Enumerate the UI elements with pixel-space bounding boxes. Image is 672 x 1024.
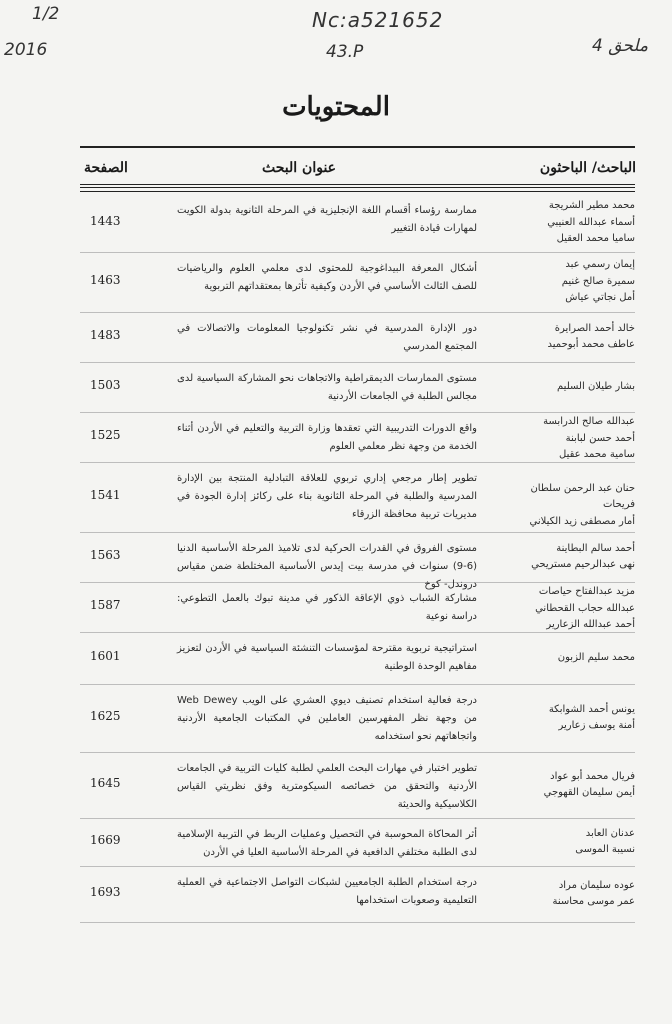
row-authors: عدنان العابد نسيبة الموسى xyxy=(575,827,635,855)
row-title: استراتيجية تربوية مقترحة لمؤسسات التنشئة السياسية في الأردن لتعزيز مفاهيم الوحدة الوطنية xyxy=(177,643,477,672)
column-header-page: الصفحة xyxy=(84,160,128,176)
row-page-number: 1503 xyxy=(90,378,121,392)
row-title: أثر المحاكاة المحوسبة في التحصيل وعمليات الربط في التربية الإسلامية لدى الطلبة مختلفي الدافعية في المرحلة الأساسية العليا في الأردن xyxy=(177,829,477,858)
row-title: تطوير اختبار في مهارات البحث العلمي لطلبة كليات التربية في الجامعات الأردنية والتحقق من خصائصه السيكومترية وفق نظريتي القياس الكلاسيكية والحديثة xyxy=(177,763,477,810)
row-page-number: 1587 xyxy=(90,598,121,612)
row-authors: عوده سليمان مراد عمر موسى محاسنة xyxy=(552,879,635,907)
column-header-authors: الباحث/ الباحثون xyxy=(539,160,636,176)
row-authors: أحمد سالم البطاينة نهى عبدالرحيم مستريحي xyxy=(531,542,635,570)
row-title: دور الإدارة المدرسية في نشر تكنولوجيا المعلومات والاتصالات في المجتمع المدرسي xyxy=(177,323,477,352)
row-title: ممارسة رؤساء أقسام اللغة الإنجليزية في المرحلة الثانوية بدولة الكويت لمهارات قيادة التغيير xyxy=(177,205,477,234)
table-row xyxy=(80,684,635,753)
handwritten-year: 2016 xyxy=(4,40,48,60)
row-authors: إيمان رسمي عبد سميرة صالح غنيم أمل نجاتي عياش xyxy=(561,259,635,304)
table-row xyxy=(80,194,635,253)
row-page-number: 1483 xyxy=(90,328,121,342)
row-page-number: 1693 xyxy=(90,885,121,899)
row-page-number: 1541 xyxy=(90,488,121,502)
row-authors: بشار طيلان السليم xyxy=(557,380,635,392)
row-title: مستوى الممارسات الديمقراطية والاتجاهات نحو المشاركة السياسية لدى مجالس الطلبة في الجامعات الأردنية xyxy=(177,373,477,402)
row-page-number: 1443 xyxy=(90,214,121,228)
table-row xyxy=(80,312,635,363)
row-page-number: 1563 xyxy=(90,548,121,562)
row-title: مشاركة الشباب ذوي الإعاقة الذكور في مدينة تبوك بالعمل التطوعي: دراسة نوعية xyxy=(177,593,477,622)
row-title: درجة استخدام الطلبة الجامعيين لشبكات التواصل الاجتماعية في العملية التعليمية وصعوبات استخدامها xyxy=(177,877,477,906)
header-rule-top xyxy=(80,146,635,148)
table-row xyxy=(80,582,635,633)
table-row xyxy=(80,462,635,533)
row-title: واقع الدورات التدريبية التي تعقدها وزارة التربية والتعليم في الأردن أثناء الخدمة من وجهة نظر معلمي العلوم xyxy=(177,423,477,452)
handwritten-annex: ملحق 4 xyxy=(592,36,649,56)
row-authors: محمد سليم الزبون xyxy=(557,651,635,663)
row-authors: عبدالله صالح الدرابسة أحمد حسن لبابنة سامية محمد عقيل xyxy=(543,416,635,460)
handwritten-note: 1/2 xyxy=(32,4,60,24)
row-authors: خالد أحمد الصرايرة عاطف محمد أبوحميد xyxy=(547,322,635,350)
table-row xyxy=(80,818,635,867)
row-title: درجة فعالية استخدام تصنيف ديوي العشري على الويب Web Dewey من وجهة نظر المفهرسين العاملين في المكتبات الجامعية الأردنية واتجاهاتهم نحو استخدامه xyxy=(177,695,477,742)
row-title: مستوى الفروق في القدرات الحركية لدى تلاميذ المرحلة الأساسية الدنيا (6-9) سنوات في مدرسة بيت إيدس الأساسية المختلطة ضمن مقياس دروندل- كوخ xyxy=(177,543,477,590)
handwritten-code: Nc:a521652 xyxy=(312,8,444,32)
row-authors: فريال محمد أبو عواد أيمن سليمان القهوجي xyxy=(543,770,635,798)
table-row xyxy=(80,412,635,463)
column-header-title: عنوان البحث xyxy=(262,160,337,176)
page-title: المحتويات xyxy=(282,92,390,122)
row-page-number: 1645 xyxy=(90,776,121,790)
handwritten-pages: 43.P xyxy=(326,42,364,62)
row-title: أشكال المعرفة البيداغوجية للمحتوى لدى معلمي العلوم والرياضيات للصف الثالث الأساسي في الأردن وكيفية تأثرها بمعتقداتهم التربوية xyxy=(177,263,477,292)
row-title: تطوير إطار مرجعي إداري تربوي للعلاقة التبادلية المنتجة بين الإدارة المدرسية والطلبة في المرحلة الثانوية بناء على ركائز إدارة الجودة في مديريات تربية محافظة الزرقاء xyxy=(177,473,477,520)
row-authors: محمد مطير الشريجة أسماء عبدالله العنيبي ساميا محمد العقيل xyxy=(547,200,635,245)
table-row xyxy=(80,532,635,590)
row-authors: مزيد عبدالفتاح حياصات عبدالله حجاب القحطاني أحمد عبدالله الزعارير xyxy=(535,586,635,630)
row-authors: يونس أحمد الشوابكة أمنة يوسف زعارير xyxy=(548,703,635,731)
row-page-number: 1625 xyxy=(90,709,121,723)
table-row xyxy=(80,752,635,819)
table-row xyxy=(80,362,635,413)
row-page-number: 1669 xyxy=(90,833,121,847)
header-rule-bottom xyxy=(80,184,635,192)
row-page-number: 1601 xyxy=(90,649,121,663)
row-page-number: 1463 xyxy=(90,273,121,287)
row-authors: حنان عبد الرحمن سلطان فريحات أمار مصطفى زيد الكيلاني xyxy=(529,482,635,527)
table-row xyxy=(80,632,635,685)
row-page-number: 1525 xyxy=(90,428,121,442)
table-row xyxy=(80,252,635,313)
table-row xyxy=(80,866,635,923)
